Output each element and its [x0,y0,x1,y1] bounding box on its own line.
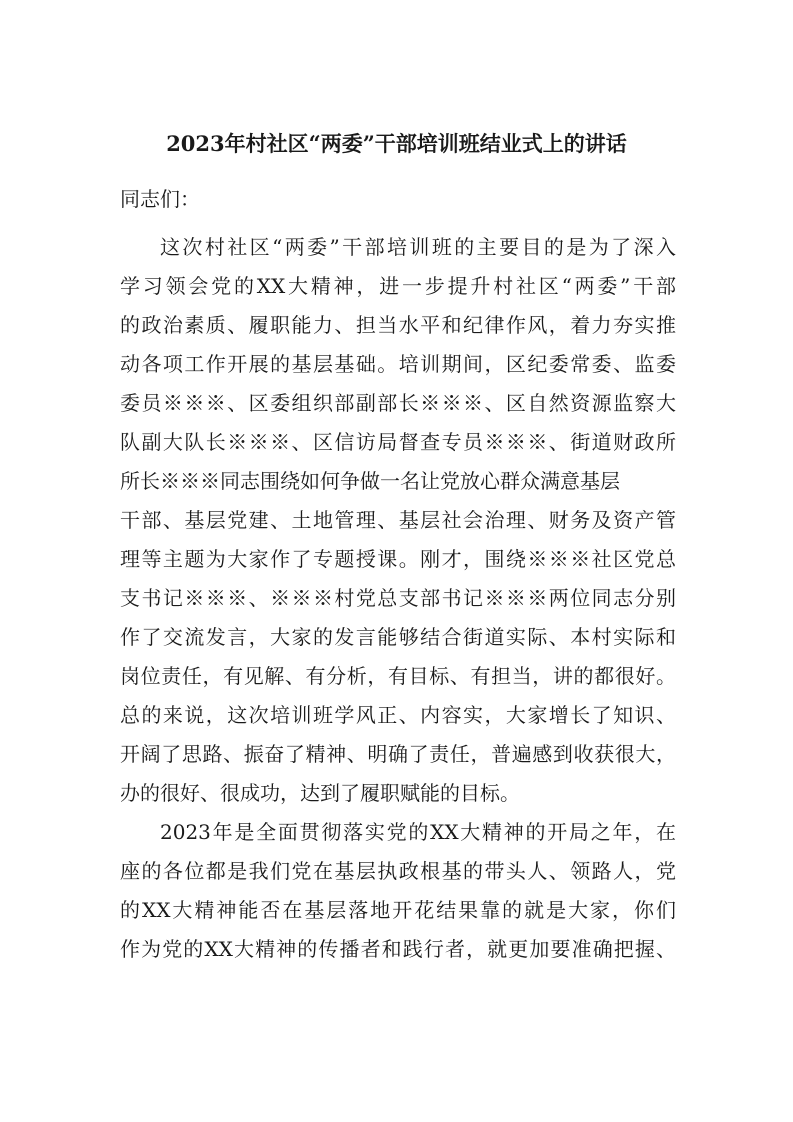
paragraph-1-line: 开阔了思路、振奋了精神、明确了责任，普遍感到收获很大， [120,742,676,766]
paragraph-2-line: 作为党的XX大精神的传播者和践行者，就更加要准确把握、 [120,937,676,961]
paragraph-1-line: 干部、基层党建、土地管理、基层社会治理、财务及资产管 [120,508,676,532]
paragraph-1-line: 这次村社区“两委”干部培训班的主要目的是为了深入 [160,235,676,259]
salutation: 同志们： [120,187,200,211]
paragraph-1-line: 理等主题为大家作了专题授课。刚才，围绕※※※社区党总 [120,547,676,571]
document-title: 2023年村社区“两委”干部培训班结业式上的讲话 [166,131,627,156]
paragraph-1-line: 岗位责任，有见解、有分析，有目标、有担当，讲的都很好。 [120,664,676,688]
paragraph-2-line: 的XX大精神能否在基层落地开花结果靠的就是大家，你们 [120,898,676,922]
paragraph-1-line: 支书记※※※、※※※村党总支部书记※※※两位同志分别 [120,586,676,610]
paragraph-1-line: 队副大队长※※※、区信访局督查专员※※※、街道财政所 [120,430,676,454]
paragraph-1-line: 的政治素质、履职能力、担当水平和纪律作风，着力夯实推 [120,313,676,337]
paragraph-1-line: 动各项工作开展的基层基础。培训期间，区纪委常委、监委 [120,352,676,376]
paragraph-2-line: 座的各位都是我们党在基层执政根基的带头人、领路人，党 [120,859,676,883]
paragraph-1-line: 学习领会党的XX大精神，进一步提升村社区“两委”干部 [120,274,676,298]
paragraph-1-line: 总的来说，这次培训班学风正、内容实，大家增长了知识、 [120,703,676,727]
paragraph-1-line: 所长※※※同志围绕如何争做一名让党放心群众满意基层 [120,469,620,493]
paragraph-1-line: 办的很好、很成功，达到了履职赋能的目标。 [120,781,520,805]
paragraph-1-line: 委员※※※、区委组织部副部长※※※、区自然资源监察大 [120,391,676,415]
paragraph-1-line: 作了交流发言，大家的发言能够结合街道实际、本村实际和 [120,625,676,649]
paragraph-2-line: 2023年是全面贯彻落实党的XX大精神的开局之年，在 [160,820,676,844]
